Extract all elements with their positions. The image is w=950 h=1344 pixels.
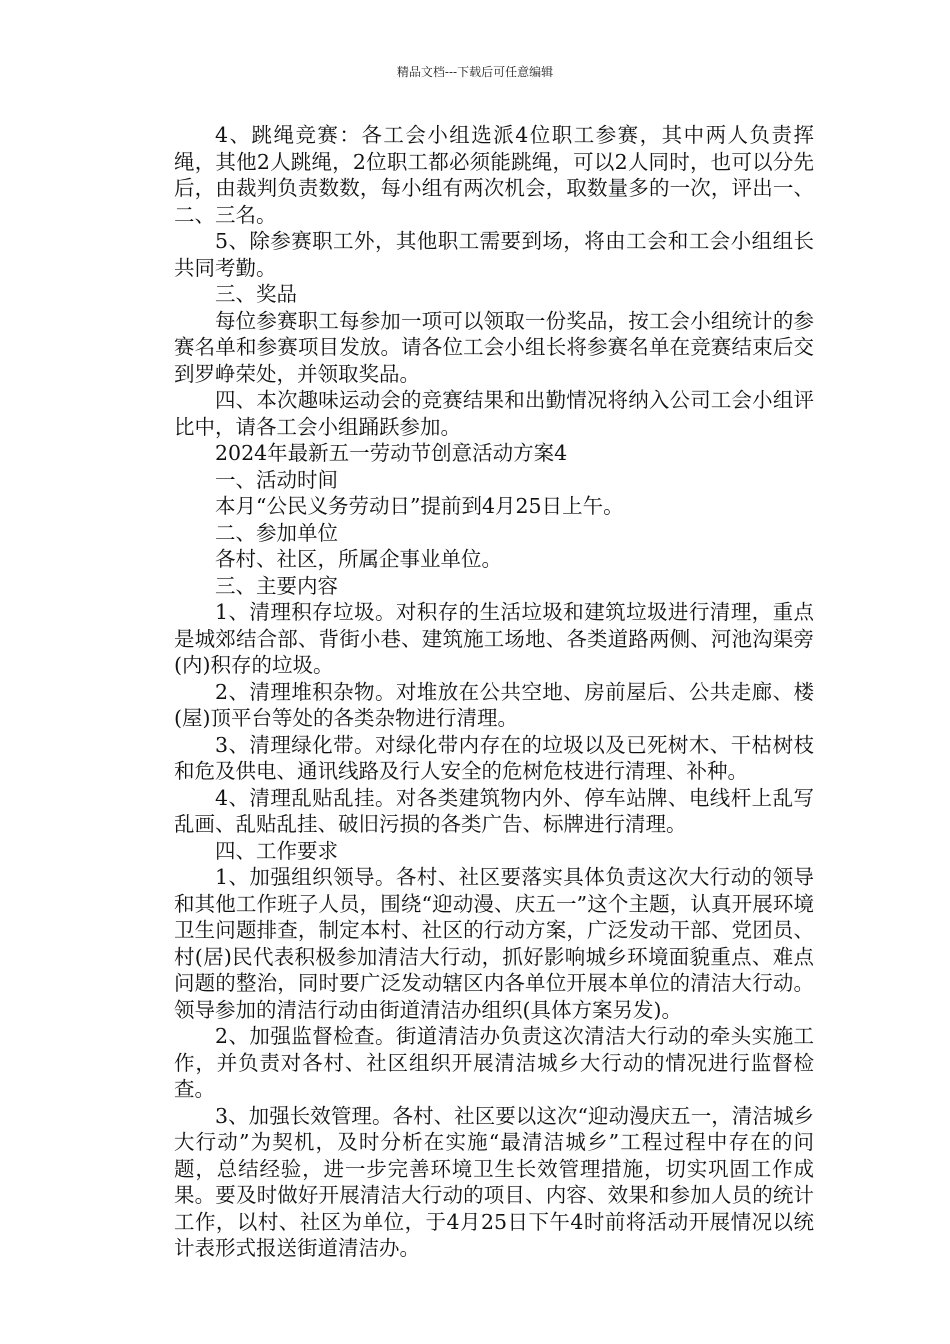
paragraph-supervision: 2、加强监督检查。街道清洁办负责这次清洁大行动的牵头实施工作，并负责对各村、社区组织开展清洁城乡大行动的情况进行监督检查。: [174, 1024, 814, 1101]
paragraph-clean-debris: 2、清理堆积杂物。对堆放在公共空地、房前屋后、公共走廊、楼(屋)顶平台等处的各类杂物进行清理。: [174, 679, 814, 730]
paragraph-clean-postings: 4、清理乱贴乱挂。对各类建筑物内外、停车站牌、电线杆上乱写乱画、乱贴乱挂、破旧污损的各类广告、标牌进行清理。: [174, 785, 814, 836]
section-title-plan-4: 2024年最新五一劳动节创意活动方案4: [215, 441, 568, 465]
heading-work-requirements: 四、工作要求: [215, 838, 338, 863]
heading-main-content: 三、主要内容: [215, 573, 338, 598]
paragraph-long-term: 3、加强长效管理。各村、社区要以这次“迎动漫庆五一，清洁城乡大行动”为契机，及时分析在实施“最清洁城乡”工程过程中存在的问题，总结经验，进一步完善环境卫生长效管理措施，切实巩固工作成果。要及时做好开展清洁大行动的项目、内容、效果和参加人员的统计工作，以村、社区为单位，于4月25日下午4时前将活动开展情况以统计表形式报送街道清洁办。: [174, 1103, 814, 1260]
paragraph-activity-time: 本月“公民义务劳动日”提前到4月25日上午。: [215, 494, 624, 518]
heading-activity-time: 一、活动时间: [215, 467, 338, 492]
paragraph-leadership: 1、加强组织领导。各村、社区要落实具体负责这次大行动的领导和其他工作班子人员，围绕“迎动漫、庆五一”这个主题，认真开展环境卫生问题排查，制定本村、社区的行动方案，广泛发动干部、党团员、村(居)民代表积极参加清洁大行动，抓好影响城乡环境面貌重点、难点问题的整治，同时要广泛发动辖区内各单位开展本单位的清洁大行动。领导参加的清洁行动由街道清洁办组织(具体方案另发)。: [174, 865, 814, 1022]
paragraph-clean-greenbelt: 3、清理绿化带。对绿化带内存在的垃圾以及已死树木、干枯树枝和危及供电、通讯线路及行人安全的危树危枝进行清理、补种。: [174, 732, 814, 783]
paragraph-participants: 各村、社区，所属企事业单位。: [215, 547, 502, 571]
document-body: [174, 122, 814, 1262]
paragraph-results: 四、本次趣味运动会的竞赛结果和出勤情况将纳入公司工会小组评比中，请各工会小组踊跃参加。: [174, 388, 814, 439]
paragraph-clean-garbage: 1、清理积存垃圾。对积存的生活垃圾和建筑垃圾进行清理，重点是城郊结合部、背街小巷、建筑施工场地、各类道路两侧、河池沟渠旁(内)积存的垃圾。: [174, 600, 814, 677]
heading-participants: 二、参加单位: [215, 520, 338, 545]
paragraph-rope-skipping: 4、跳绳竞赛：各工会小组选派4位职工参赛，其中两人负责挥绳，其他2人跳绳，2位职工都必须能跳绳，可以2人同时，也可以分先后，由裁判负责数数，每小组有两次机会，取数量多的一次，评出一、二、三名。: [174, 123, 814, 227]
page-header: 精品文档---下载后可任意编辑: [396, 65, 554, 79]
heading-prizes: 三、奖品: [215, 282, 297, 306]
paragraph-attendance: 5、除参赛职工外，其他职工需要到场，将由工会和工会小组组长共同考勤。: [174, 229, 814, 280]
paragraph-prizes: 每位参赛职工每参加一项可以领取一份奖品，按工会小组统计的参赛名单和参赛项目发放。请各位工会小组长将参赛名单在竞赛结束后交到罗峥荣处，并领取奖品。: [174, 308, 814, 386]
